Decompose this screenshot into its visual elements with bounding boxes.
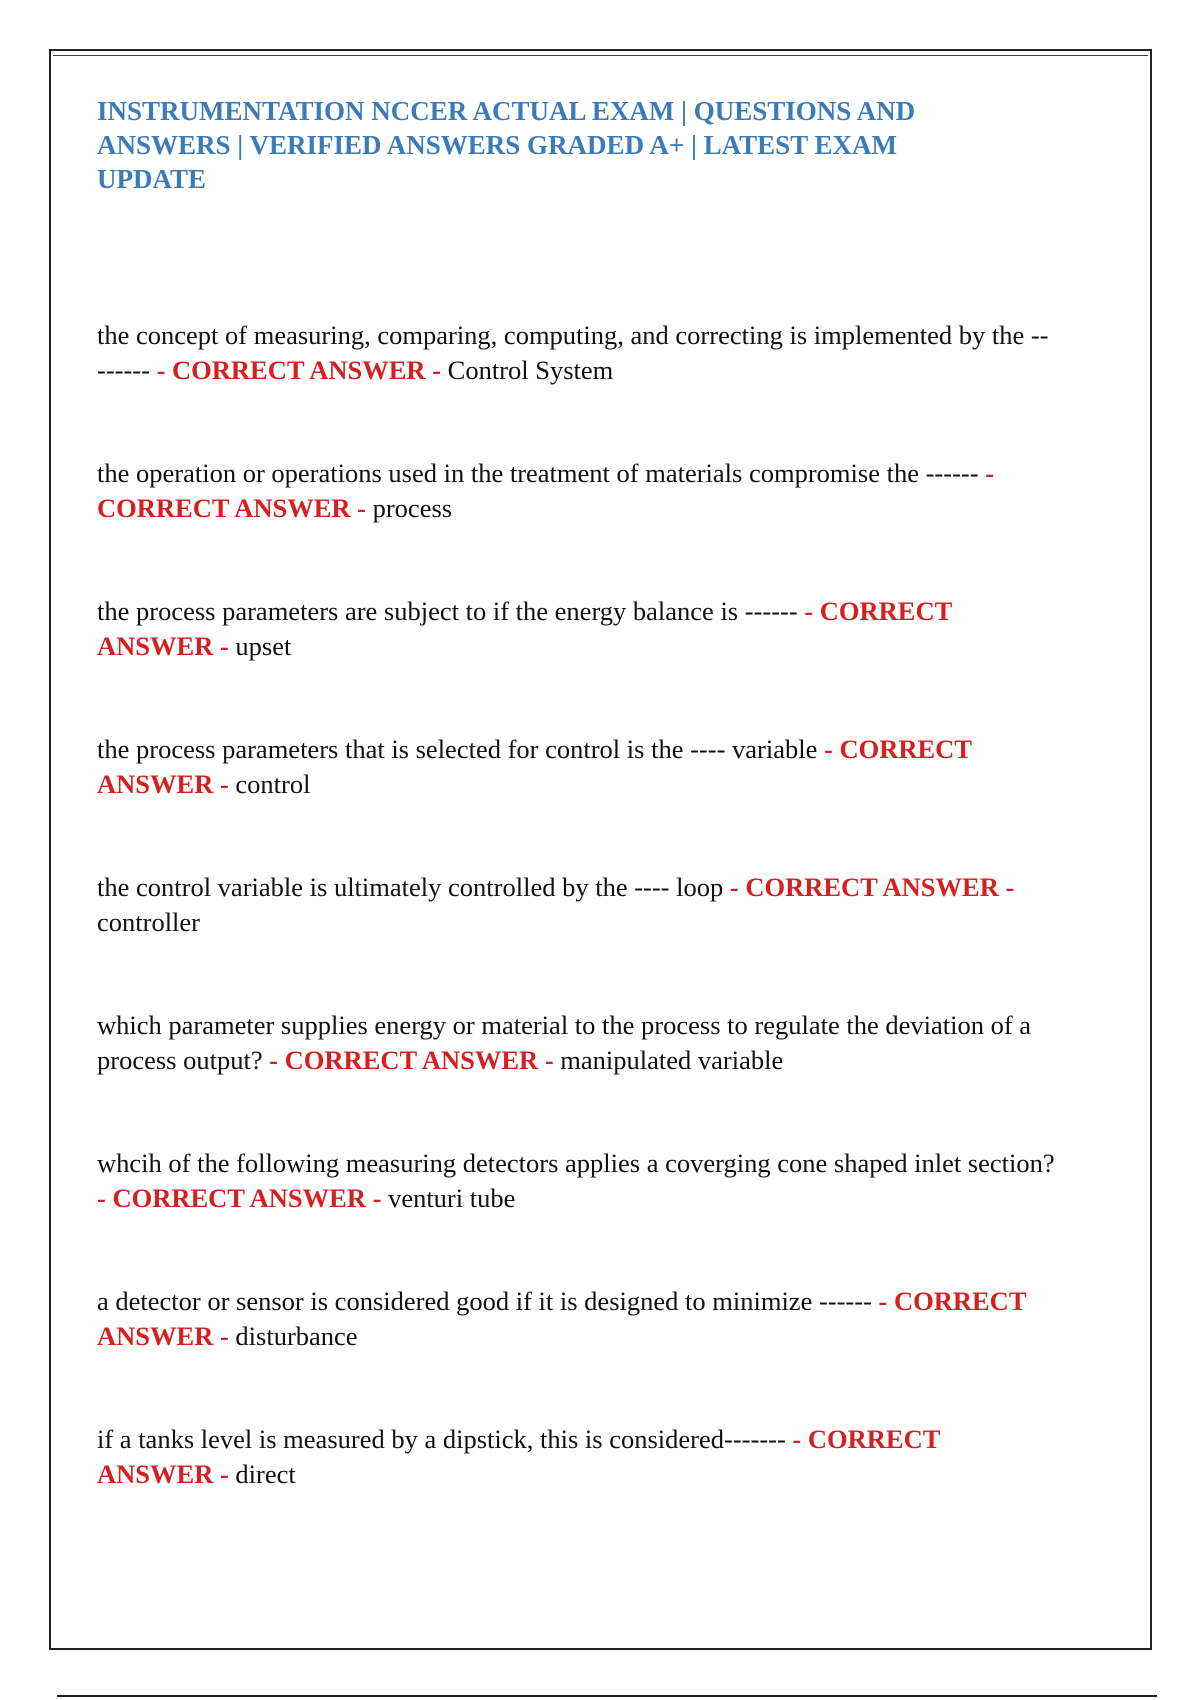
correct-answer-label: CORRECT ANSWER [97, 1286, 1027, 1351]
answer-separator: - [156, 355, 166, 385]
answer-separator: - [544, 1045, 554, 1075]
correct-answer-label: CORRECT ANSWER [745, 872, 999, 902]
document-title: INSTRUMENTATION NCCER ACTUAL EXAM | QUESTIONS AND ANSWERS | VERIFIED ANSWERS GRADED A+ | LATEST EXAM UPDATE [97, 96, 916, 194]
correct-answer-label: CORRECT ANSWER [97, 734, 972, 799]
answer-separator: - [219, 769, 229, 799]
answer-separator: - [432, 355, 442, 385]
question-text: the process parameters are subject to if the energy balance is ------ [97, 596, 798, 626]
qa-item-3 [97, 594, 1057, 732]
correct-answer-label: CORRECT ANSWER [172, 355, 426, 385]
answer-text: direct [235, 1459, 296, 1489]
answer-text: Control System [447, 355, 614, 385]
question-text: a detector or sensor is considered good if it is designed to minimize ------ [97, 1286, 872, 1316]
answer-text: upset [235, 631, 292, 661]
correct-answer-label: CORRECT ANSWER [97, 596, 952, 661]
footer-rule [57, 1695, 1157, 1697]
answer-separator: - [878, 1286, 888, 1316]
answer-separator: - [97, 1183, 106, 1213]
answer-separator: - [372, 1183, 382, 1213]
answer-text: manipulated variable [560, 1045, 784, 1075]
answer-text: controller [97, 907, 201, 937]
question-text: whcih of the following measuring detectors applies a coverging cone shaped inlet section? [97, 1148, 1055, 1178]
qa-item-8 [97, 1284, 1057, 1422]
answer-text: venturi tube [388, 1183, 516, 1213]
question-text: the process parameters that is selected for control is the ---- variable [97, 734, 818, 764]
answer-separator: - [219, 1321, 229, 1351]
answer-text: control [235, 769, 311, 799]
answer-separator: - [792, 1424, 802, 1454]
answer-separator: - [729, 872, 739, 902]
question-text: the concept of measuring, comparing, computing, and correcting is implemented by the -------- [97, 320, 1049, 385]
answer-text: disturbance [235, 1321, 358, 1351]
answer-separator: - [804, 596, 814, 626]
question-text: the operation or operations used in the treatment of materials compromise the ------ [97, 458, 979, 488]
question-text: which parameter supplies energy or material to the process to regulate the deviation of a process output? [97, 1010, 1032, 1075]
correct-answer-label: CORRECT ANSWER [97, 493, 351, 523]
answer-separator: - [219, 1459, 229, 1489]
answer-separator: - [357, 493, 366, 523]
answer-separator: - [823, 734, 833, 764]
correct-answer-label: CORRECT ANSWER [284, 1045, 539, 1075]
answer-separator: - [985, 458, 995, 488]
question-answer-list [97, 318, 1057, 1560]
qa-item-5 [97, 870, 1057, 1008]
qa-item-1 [97, 318, 1057, 456]
answer-separator: - [269, 1045, 279, 1075]
answer-separator: - [219, 631, 229, 661]
qa-item-2 [97, 456, 1057, 594]
qa-item-6 [97, 1008, 1057, 1146]
question-text: the control variable is ultimately controlled by the ---- loop [97, 872, 724, 902]
qa-item-7 [97, 1146, 1057, 1284]
qa-item-4 [97, 732, 1057, 870]
question-text: if a tanks level is measured by a dipstick, this is considered------- [97, 1424, 786, 1454]
answer-text: process [372, 493, 453, 523]
page-border-inner-line [53, 55, 1148, 56]
correct-answer-label: CORRECT ANSWER [97, 1424, 940, 1489]
qa-item-9 [97, 1422, 1057, 1560]
correct-answer-label: CORRECT ANSWER [112, 1183, 366, 1213]
answer-separator: - [1005, 872, 1015, 902]
